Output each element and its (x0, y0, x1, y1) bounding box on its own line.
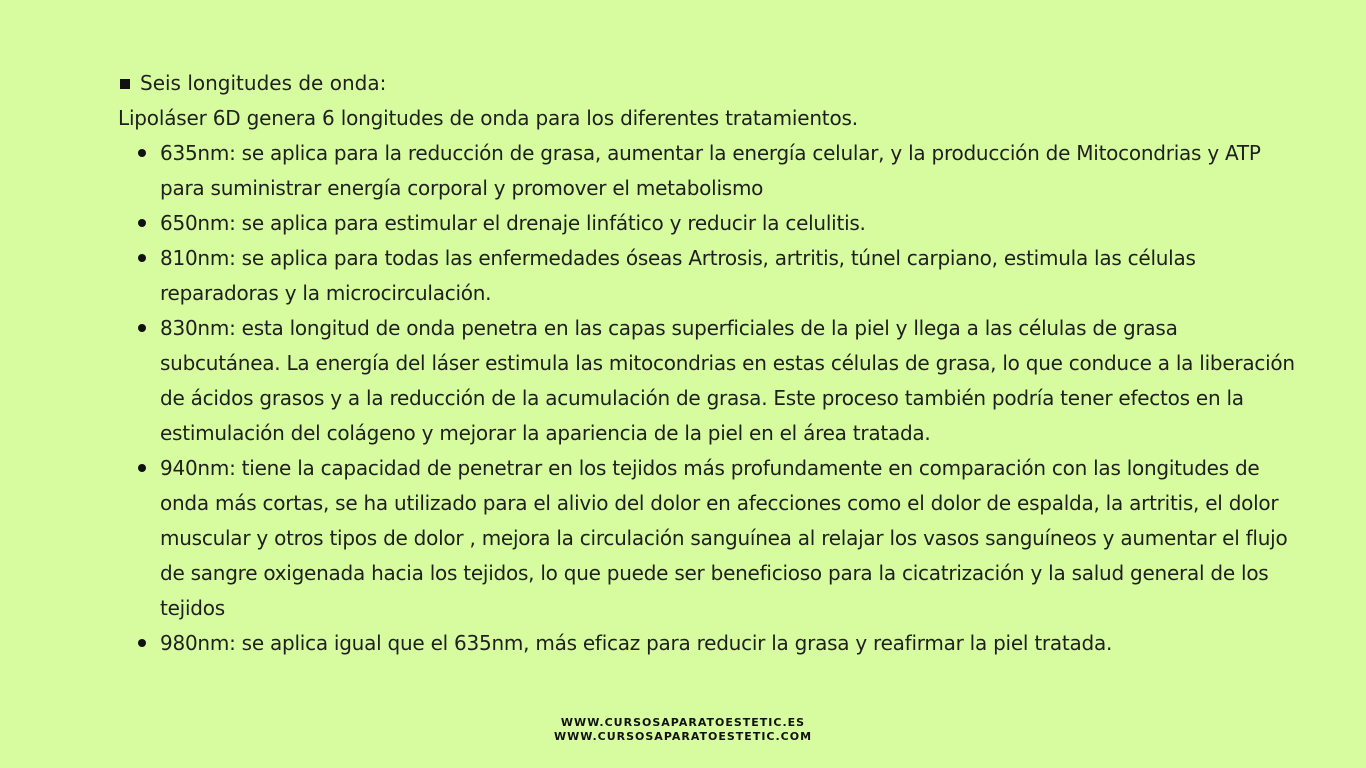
section-heading-text: Seis longitudes de onda: (140, 71, 387, 95)
bullet-icon (138, 254, 146, 262)
list-item (118, 136, 1298, 206)
footer (0, 716, 1366, 744)
section-heading (118, 66, 1298, 101)
list-item (118, 451, 1298, 626)
bullet-icon (138, 219, 146, 227)
wavelength-list (118, 136, 1298, 661)
bullet-icon (138, 149, 146, 157)
footer-url-es: WWW.CURSOSAPARATOESTETIC.ES (560, 716, 806, 729)
list-item (118, 241, 1298, 311)
bullet-icon (138, 464, 146, 472)
list-item (118, 626, 1298, 661)
footer-url-com: WWW.CURSOSAPARATOESTETIC.COM (553, 730, 813, 743)
intro-text: Lipoláser 6D genera 6 longitudes de onda para los diferentes tratamientos. (118, 106, 858, 130)
list-item (118, 206, 1298, 241)
bullet-icon (138, 324, 146, 332)
list-item-text: 830nm: esta longitud de onda penetra en las capas superficiales de la piel y llega a las células de grasa subcutánea. La energía del láser estimula las mitocondrias en estas células de grasa, lo que conduce a la liberación de ácidos grasos y a la reducción de la acumulación de grasa. Este proceso también podría tener efectos en la estimulación del colágeno y mejorar la apariencia de la piel en el área tratada. (160, 316, 1295, 445)
list-item-text: 650nm: se aplica para estimular el drenaje linfático y reducir la celulitis. (160, 211, 866, 235)
square-bullet-icon (120, 79, 130, 89)
list-item-text: 980nm: se aplica igual que el 635nm, más eficaz para reducir la grasa y reafirmar la piel tratada. (160, 631, 1113, 655)
list-item (118, 311, 1298, 451)
slide-content (118, 66, 1298, 661)
list-item-text: 940nm: tiene la capacidad de penetrar en los tejidos más profundamente en comparación con las longitudes de onda más cortas, se ha utilizado para el alivio del dolor en afecciones como el dolor de espalda, la artritis, el dolor muscular y otros tipos de dolor , mejora la circulación sanguínea al relajar los vasos sanguíneos y aumentar el flujo de sangre oxigenada hacia los tejidos, lo que puede ser beneficioso para la cicatrización y la salud general de los tejidos (160, 456, 1288, 620)
list-item-text: 810nm: se aplica para todas las enfermedades óseas Artrosis, artritis, túnel carpiano, estimula las células reparadoras y la microcirculación. (160, 246, 1196, 305)
list-item-text: 635nm: se aplica para la reducción de grasa, aumentar la energía celular, y la producción de Mitocondrias y ATP para suministrar energía corporal y promover el metabolismo (160, 141, 1261, 200)
bullet-icon (138, 639, 146, 647)
